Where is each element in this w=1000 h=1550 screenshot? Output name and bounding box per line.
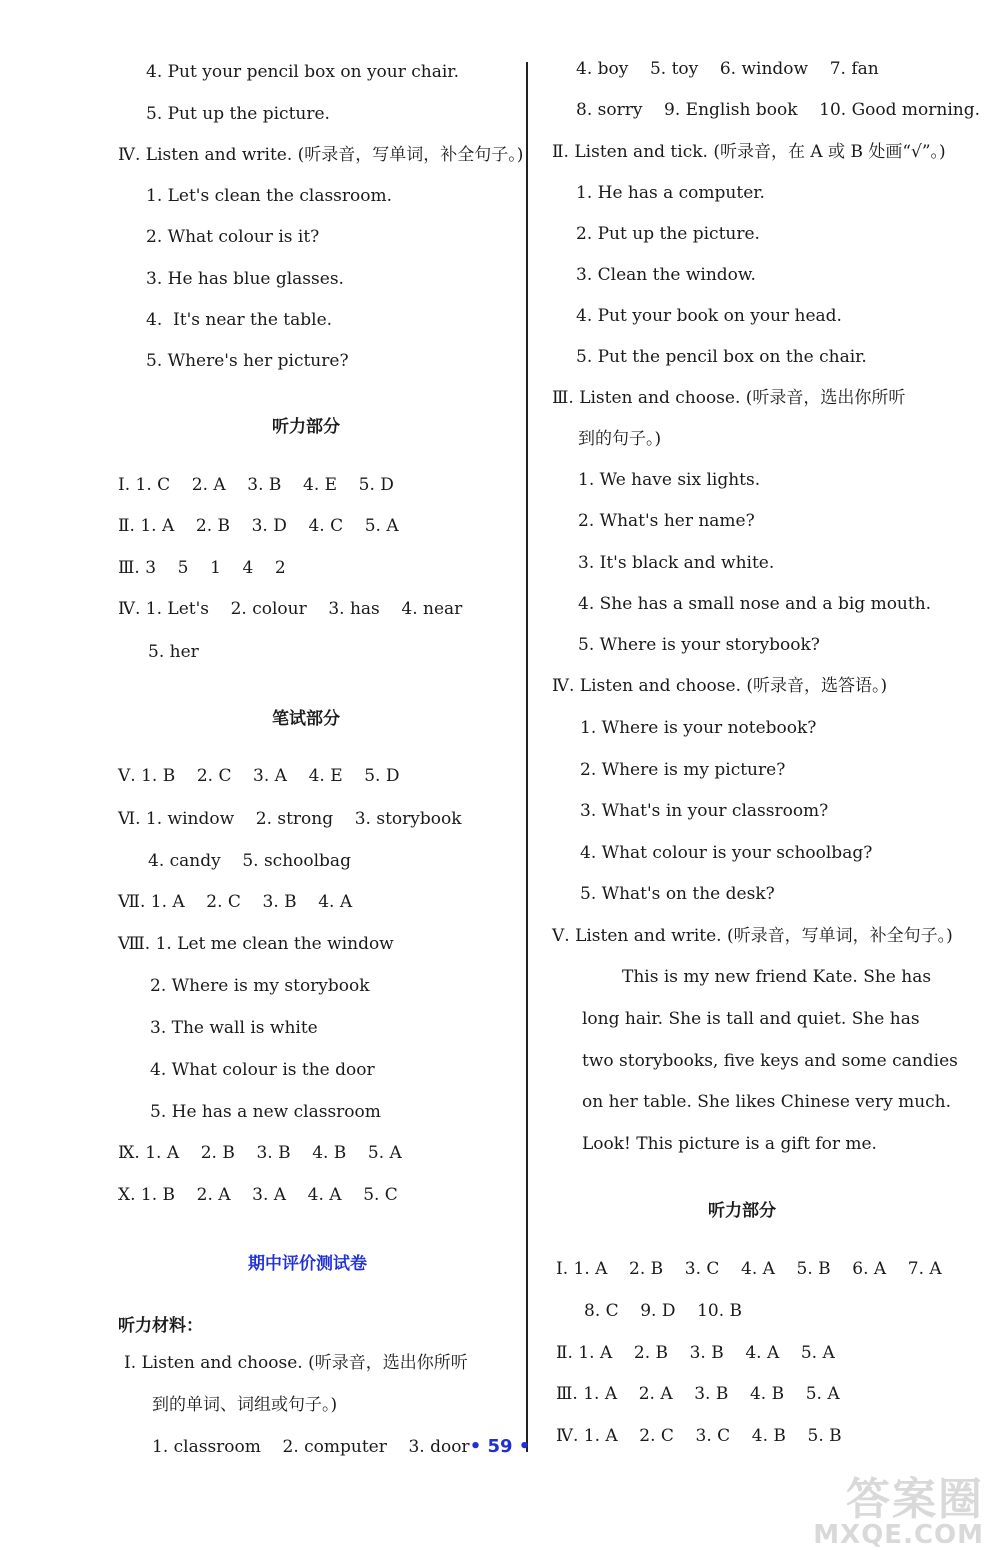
section-header: 到的单词、词组或句子。)	[152, 1395, 338, 1415]
list-item: 1. He has a computer.	[576, 183, 765, 203]
section-header: 到的句子。)	[578, 429, 662, 449]
answer-line: Ⅳ. 1. A 2. C 3. C 4. B 5. B	[556, 1426, 842, 1446]
watermark-text: 答案圈	[846, 1474, 984, 1525]
answer-line: Ⅰ. 1. C 2. A 3. B 4. E 5. D	[118, 475, 394, 495]
answer-line: 3. The wall is white	[150, 1018, 318, 1038]
list-item: 8. sorry 9. English book 10. Good morning.	[576, 100, 981, 120]
list-item: 5. Where's her picture?	[146, 351, 349, 371]
exam-title: 期中评价测试卷	[248, 1254, 367, 1274]
list-item: 2. Where is my picture?	[580, 760, 786, 780]
material-label: 听力材料：	[118, 1316, 203, 1336]
paragraph-line: Look! This picture is a gift for me.	[582, 1134, 877, 1154]
answer-line: Ⅱ. 1. A 2. B 3. D 4. C 5. A	[118, 516, 399, 536]
written-heading: 笔试部分	[272, 709, 340, 729]
list-item: 2. Put up the picture.	[576, 224, 760, 244]
watermark-url: MXQE.COM	[813, 1520, 984, 1550]
answer-line: Ⅱ. 1. A 2. B 3. B 4. A 5. A	[556, 1343, 835, 1363]
section-header: Ⅴ. Listen and write. (听录音，写单词，补全句子。)	[552, 926, 953, 946]
list-item: 4. Put your book on your head.	[576, 306, 842, 326]
answer-line: 4. What colour is the door	[150, 1060, 375, 1080]
page-number: • 59 •	[469, 1436, 531, 1457]
answer-line: 5. He has a new classroom	[150, 1102, 381, 1122]
answer-line: Ⅷ. 1. Let me clean the window	[118, 934, 394, 954]
answer-line: Ⅲ. 3 5 1 4 2	[118, 558, 286, 578]
watermark-logo	[813, 1474, 984, 1550]
answer-line: Ⅴ. 1. B 2. C 3. A 4. E 5. D	[118, 766, 400, 786]
list-item: 4. She has a small nose and a big mouth.	[578, 594, 932, 614]
list-item: 4. What colour is your schoolbag?	[580, 843, 873, 863]
list-item: 3. It's black and white.	[578, 553, 775, 573]
paragraph-line: long hair. She is tall and quiet. She has	[582, 1009, 920, 1029]
list-item: 5. Put the pencil box on the chair.	[576, 347, 867, 367]
answer-line: 5. her	[148, 642, 199, 662]
list-item: 1. classroom 2. computer 3. door	[152, 1437, 470, 1457]
list-item: 2. What colour is it?	[146, 227, 320, 247]
paragraph-line: on her table. She likes Chinese very much.	[582, 1092, 952, 1112]
answer-line: Ⅵ. 1. window 2. strong 3. storybook	[118, 809, 462, 829]
list-item: 3. Clean the window.	[576, 265, 756, 285]
intro-line: 4. Put your pencil box on your chair.	[146, 62, 459, 82]
section-header: Ⅱ. Listen and tick. (听录音，在 A 或 B 处画“√”。)	[552, 142, 946, 162]
section-header: Ⅳ. Listen and choose. (听录音，选答语。)	[552, 676, 888, 696]
section-header: Ⅳ. Listen and write. (听录音，写单词，补全句子。)	[118, 145, 524, 165]
listening-heading: 听力部分	[272, 417, 340, 437]
list-item: 5. What's on the desk?	[580, 884, 775, 904]
answer-line: 8. C 9. D 10. B	[584, 1301, 743, 1321]
list-item: 3. What's in your classroom?	[580, 801, 829, 821]
answer-line: 2. Where is my storybook	[150, 976, 370, 996]
listening-heading: 听力部分	[708, 1201, 776, 1221]
paragraph-line: This is my new friend Kate. She has	[622, 967, 932, 987]
list-item: 1. Let's clean the classroom.	[146, 186, 393, 206]
answer-line: Ⅳ. 1. Let's 2. colour 3. has 4. near	[118, 599, 463, 619]
answer-line: 4. candy 5. schoolbag	[148, 851, 351, 871]
answer-line: Ⅹ. 1. B 2. A 3. A 4. A 5. C	[118, 1185, 398, 1205]
column-divider	[526, 62, 528, 1452]
answer-line: Ⅲ. 1. A 2. A 3. B 4. B 5. A	[556, 1384, 840, 1404]
list-item: 5. Where is your storybook?	[578, 635, 820, 655]
intro-line: 5. Put up the picture.	[146, 104, 330, 124]
list-item: 1. Where is your notebook?	[580, 718, 817, 738]
section-header: Ⅲ. Listen and choose. (听录音，选出你所听	[552, 388, 906, 408]
paragraph-line: two storybooks, five keys and some candies	[582, 1051, 958, 1071]
list-item: 4. It's near the table.	[146, 310, 333, 330]
list-item: 2. What's her name?	[578, 511, 755, 531]
section-header: Ⅰ. Listen and choose. (听录音，选出你所听	[124, 1353, 468, 1373]
list-item: 3. He has blue glasses.	[146, 269, 344, 289]
answer-line: Ⅰ. 1. A 2. B 3. C 4. A 5. B 6. A 7. A	[556, 1259, 942, 1279]
answer-line: Ⅶ. 1. A 2. C 3. B 4. A	[118, 892, 353, 912]
list-item: 4. boy 5. toy 6. window 7. fan	[576, 59, 879, 79]
answer-line: Ⅸ. 1. A 2. B 3. B 4. B 5. A	[118, 1143, 402, 1163]
list-item: 1. We have six lights.	[578, 470, 761, 490]
